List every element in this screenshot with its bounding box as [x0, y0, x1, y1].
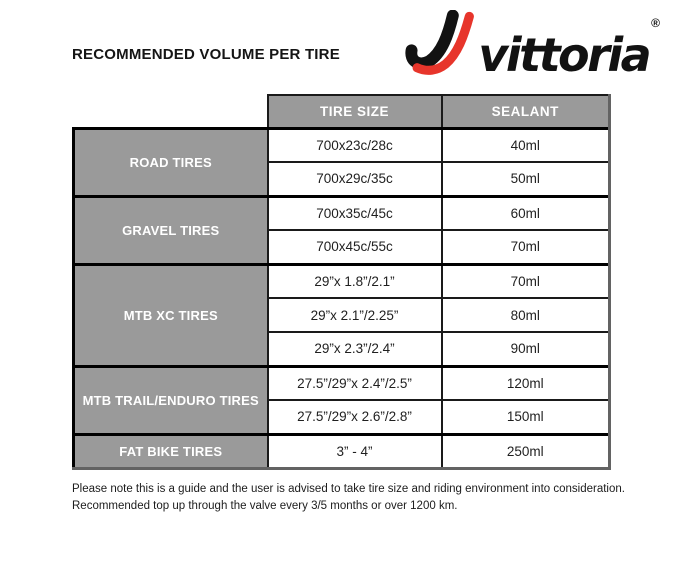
table-row	[74, 366, 610, 400]
category-mtb-xc-tires: MTB XC TIRES	[74, 264, 268, 366]
tire-size-cell: 27.5”/29”x 2.6”/2.8”	[268, 400, 442, 434]
footnote	[72, 481, 672, 516]
registered-mark-icon: ®	[651, 16, 660, 30]
sealant-cell: 70ml	[442, 264, 610, 298]
sealant-cell: 40ml	[442, 128, 610, 162]
category-mtb-trail-enduro-tires: MTB TRAIL/ENDURO TIRES	[74, 366, 268, 434]
column-header-tire-size: TIRE SIZE	[268, 95, 442, 128]
tire-size-cell: 3” - 4”	[268, 434, 442, 468]
footnote-line-2: Recommended top up through the valve every 3/5 months or over 1200 km.	[72, 500, 458, 513]
tire-size-cell: 29”x 1.8”/2.1”	[268, 264, 442, 298]
page-title: RECOMMENDED VOLUME PER TIRE	[72, 46, 340, 63]
footnote-line-1: Please note this is a guide and the user is advised to take tire size and riding environment into consideration.	[72, 483, 625, 495]
sealant-cell: 70ml	[442, 230, 610, 264]
sealant-cell: 120ml	[442, 366, 610, 400]
category-fat-bike-tires: FAT BIKE TIRES	[74, 434, 268, 468]
vittoria-logo	[404, 10, 660, 82]
tire-volume-table	[72, 94, 611, 470]
brand-wordmark: vittoria	[478, 27, 650, 82]
sealant-cell: 60ml	[442, 196, 610, 230]
column-header-sealant: SEALANT	[442, 95, 610, 128]
category-road-tires: ROAD TIRES	[74, 128, 268, 196]
tire-size-cell: 29”x 2.3”/2.4”	[268, 332, 442, 366]
corner-spacer	[74, 95, 268, 128]
sealant-cell: 250ml	[442, 434, 610, 468]
tire-size-cell: 700x45c/55c	[268, 230, 442, 264]
tire-size-cell: 29”x 2.1”/2.25”	[268, 298, 442, 332]
table-row	[74, 434, 610, 468]
sealant-cell: 80ml	[442, 298, 610, 332]
tire-size-cell: 700x29c/35c	[268, 162, 442, 196]
tire-size-cell: 27.5”/29”x 2.4”/2.5”	[268, 366, 442, 400]
sealant-cell: 150ml	[442, 400, 610, 434]
table-row	[74, 264, 610, 298]
sealant-cell: 50ml	[442, 162, 610, 196]
vittoria-swoosh-icon	[404, 10, 476, 76]
table-header-row	[74, 95, 610, 128]
table-row	[74, 128, 610, 162]
sealant-cell: 90ml	[442, 332, 610, 366]
category-gravel-tires: GRAVEL TIRES	[74, 196, 268, 264]
table-row	[74, 196, 610, 230]
tire-size-cell: 700x23c/28c	[268, 128, 442, 162]
tire-size-cell: 700x35c/45c	[268, 196, 442, 230]
